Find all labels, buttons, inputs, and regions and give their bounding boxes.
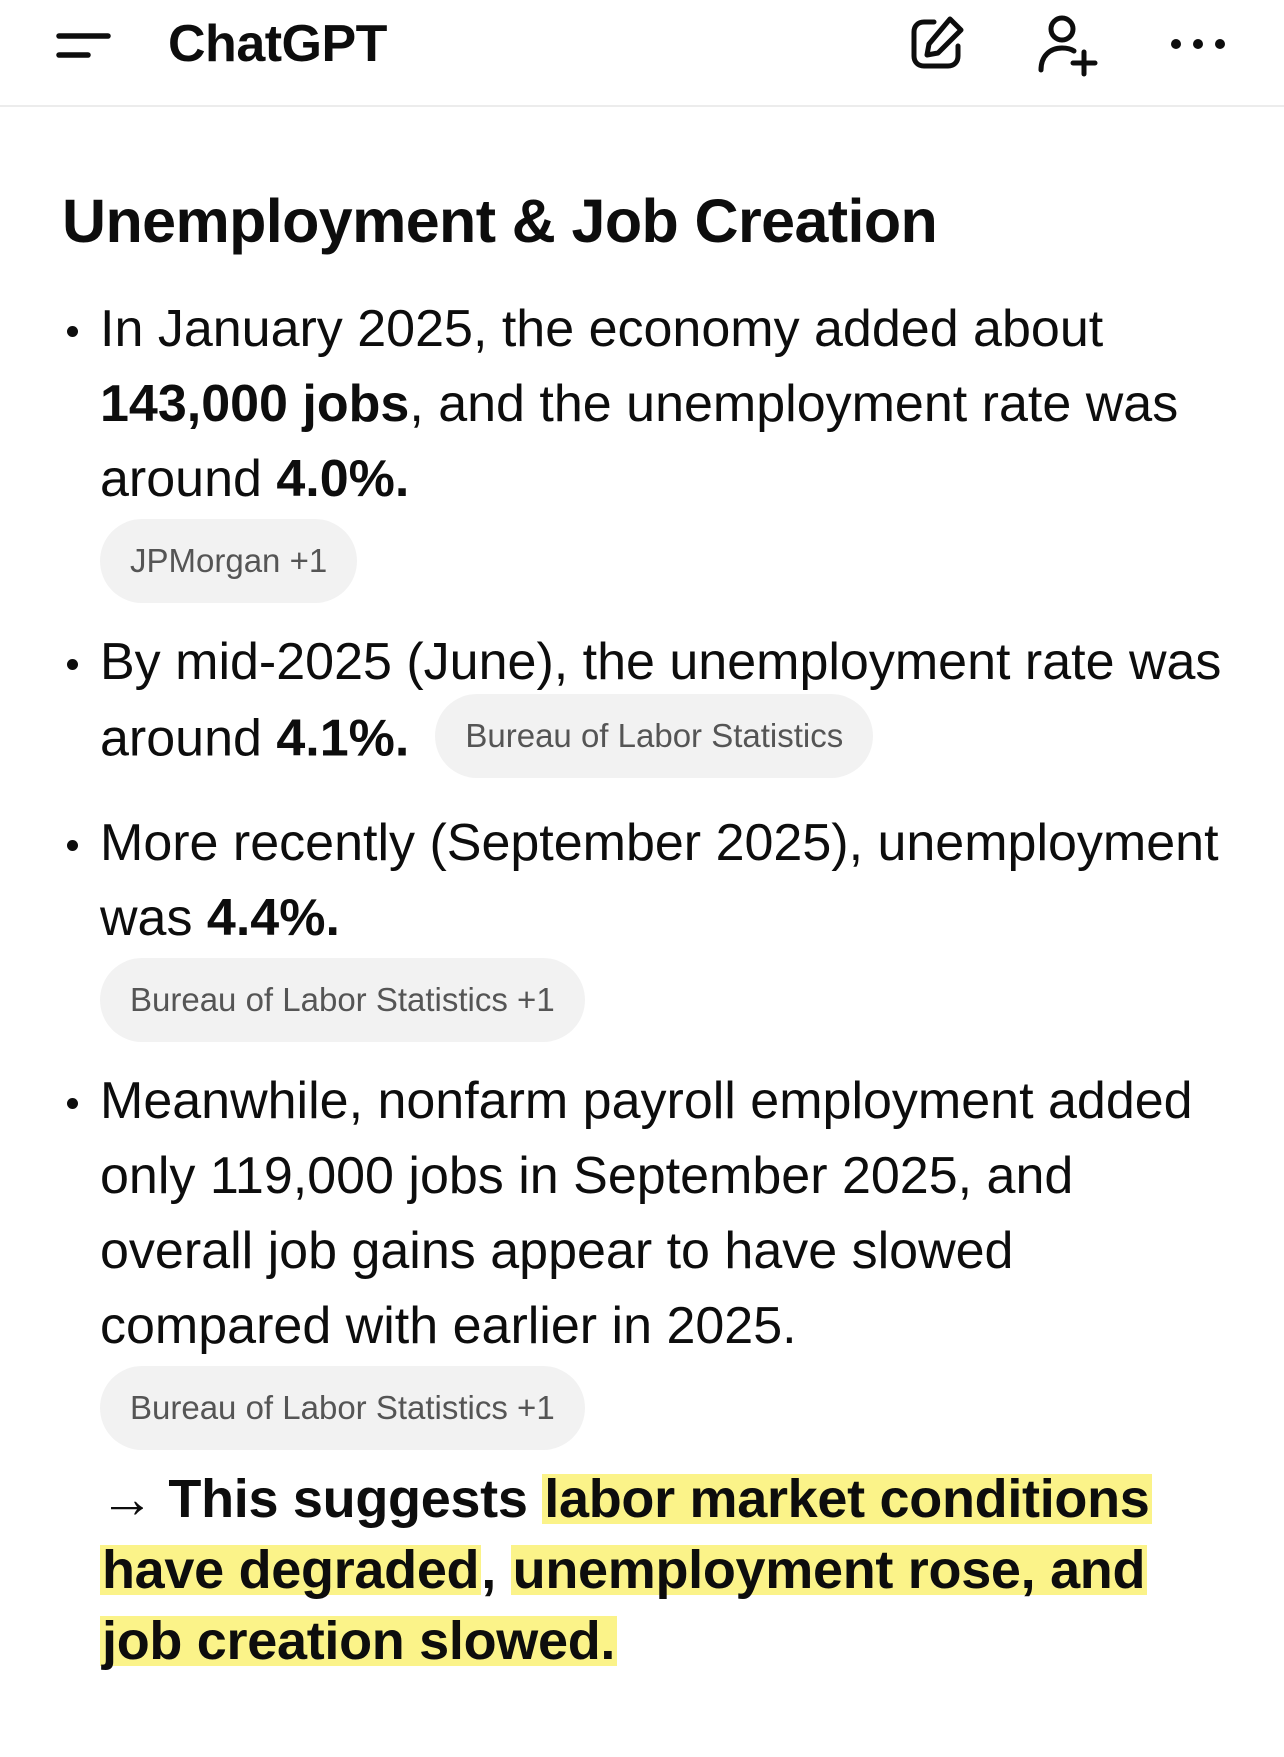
source-chip[interactable]: Bureau of Labor Statistics +1 xyxy=(100,958,585,1042)
bold-figure: 4.4%. xyxy=(206,889,340,947)
menu-icon[interactable] xyxy=(54,24,114,68)
bullet-text: By mid-2025 (June), the unemployment rate was around xyxy=(100,633,1222,768)
bullet-text: More recently (September 2025), unemployment was xyxy=(100,814,1219,947)
bold-figure: 4.1%. xyxy=(276,709,410,768)
list-item xyxy=(62,806,1222,1042)
section-heading: Unemployment & Job Creation xyxy=(62,187,938,255)
conclusion-prefix: → This suggests xyxy=(100,1469,543,1529)
source-chip[interactable]: Bureau of Labor Statistics xyxy=(435,694,873,778)
source-chip[interactable]: JPMorgan +1 xyxy=(100,519,357,603)
highlighted-text: unemployment rose, and job creation slowed. xyxy=(102,1540,1146,1671)
message-content xyxy=(62,182,1222,1677)
highlighted-text: labor market conditions have degraded xyxy=(102,1469,1150,1600)
source-chip[interactable]: Bureau of Labor Statistics +1 xyxy=(100,1366,585,1450)
list-item xyxy=(62,1064,1222,1450)
list-item xyxy=(62,625,1222,784)
edit-icon[interactable] xyxy=(900,8,972,80)
app-title[interactable]: ChatGPT xyxy=(168,15,387,73)
bullet-text: Meanwhile, nonfarm payroll employment added only 119,000 jobs in September 2025, and overall job gains appear to have slowed compared with earlier in 2025. xyxy=(100,1072,1193,1355)
bold-figure: 4.0%. xyxy=(276,450,410,508)
bullet-text: In January 2025, the economy added about xyxy=(100,300,1104,358)
top-bar xyxy=(0,0,1284,107)
bullet-list xyxy=(62,292,1222,1450)
add-person-icon[interactable] xyxy=(1030,8,1102,80)
bold-figure: 143,000 jobs xyxy=(100,375,410,433)
more-icon[interactable] xyxy=(1162,8,1234,80)
list-item xyxy=(62,292,1222,603)
bullet-text: , and the unemployment rate was around xyxy=(100,375,1179,508)
conclusion-text xyxy=(100,1464,1222,1677)
conclusion-separator: , xyxy=(481,1540,511,1600)
